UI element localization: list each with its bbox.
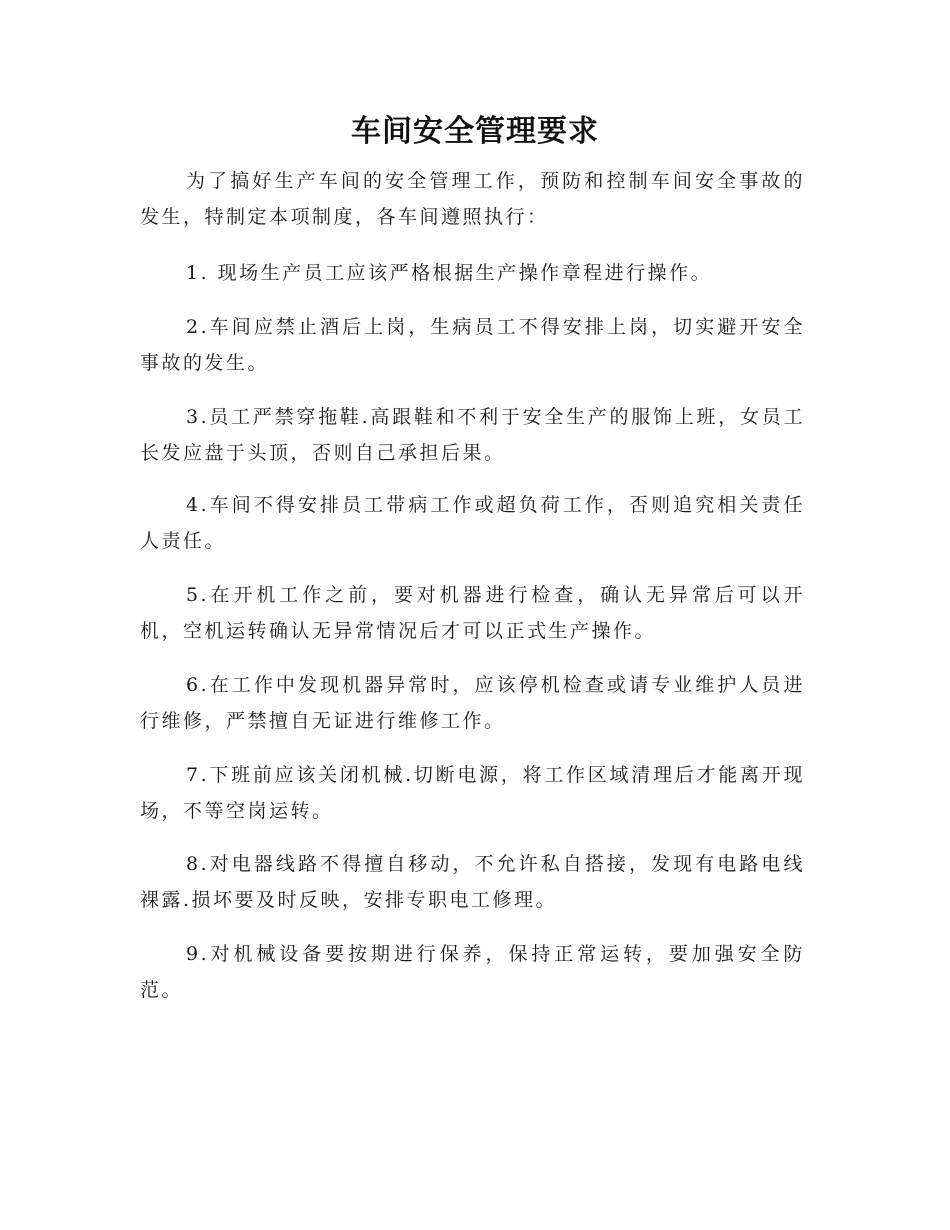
rule-item-5: 5.在开机工作之前，要对机器进行检查，确认无异常后可以开机，空机运转确认无异常情况后才可以正式生产操作。 <box>140 584 805 642</box>
rule-item-7: 7.下班前应该关闭机械.切断电源，将工作区域清理后才能离开现场，不等空岗运转。 <box>140 764 805 822</box>
rule-item-6: 6.在工作中发现机器异常时，应该停机检查或请专业维护人员进行维修，严禁擅自无证进行维修工作。 <box>140 674 805 732</box>
rule-item-9: 9.对机械设备要按期进行保养，保持正常运转，要加强安全防范。 <box>140 943 805 1001</box>
intro-paragraph: 为了搞好生产车间的安全管理工作，预防和控制车间安全事故的发生，特制定本项制度，各车间遵照执行： <box>140 170 805 228</box>
rule-item-8: 8.对电器线路不得擅自移动，不允许私自搭接，发现有电路电线裸露.损坏要及时反映，安排专职电工修理。 <box>140 853 805 911</box>
rule-item-1: 1. 现场生产员工应该严格根据生产操作章程进行操作。 <box>186 262 713 284</box>
document-title: 车间安全管理要求 <box>351 114 599 149</box>
rule-item-3: 3.员工严禁穿拖鞋.高跟鞋和不利于安全生产的服饰上班，女员工长发应盘于头顶，否则自己承担后果。 <box>140 406 805 464</box>
rule-item-4: 4.车间不得安排员工带病工作或超负荷工作，否则追究相关责任人责任。 <box>140 494 805 552</box>
rule-item-2: 2.车间应禁止酒后上岗，生病员工不得安排上岗，切实避开安全事故的发生。 <box>140 316 805 374</box>
